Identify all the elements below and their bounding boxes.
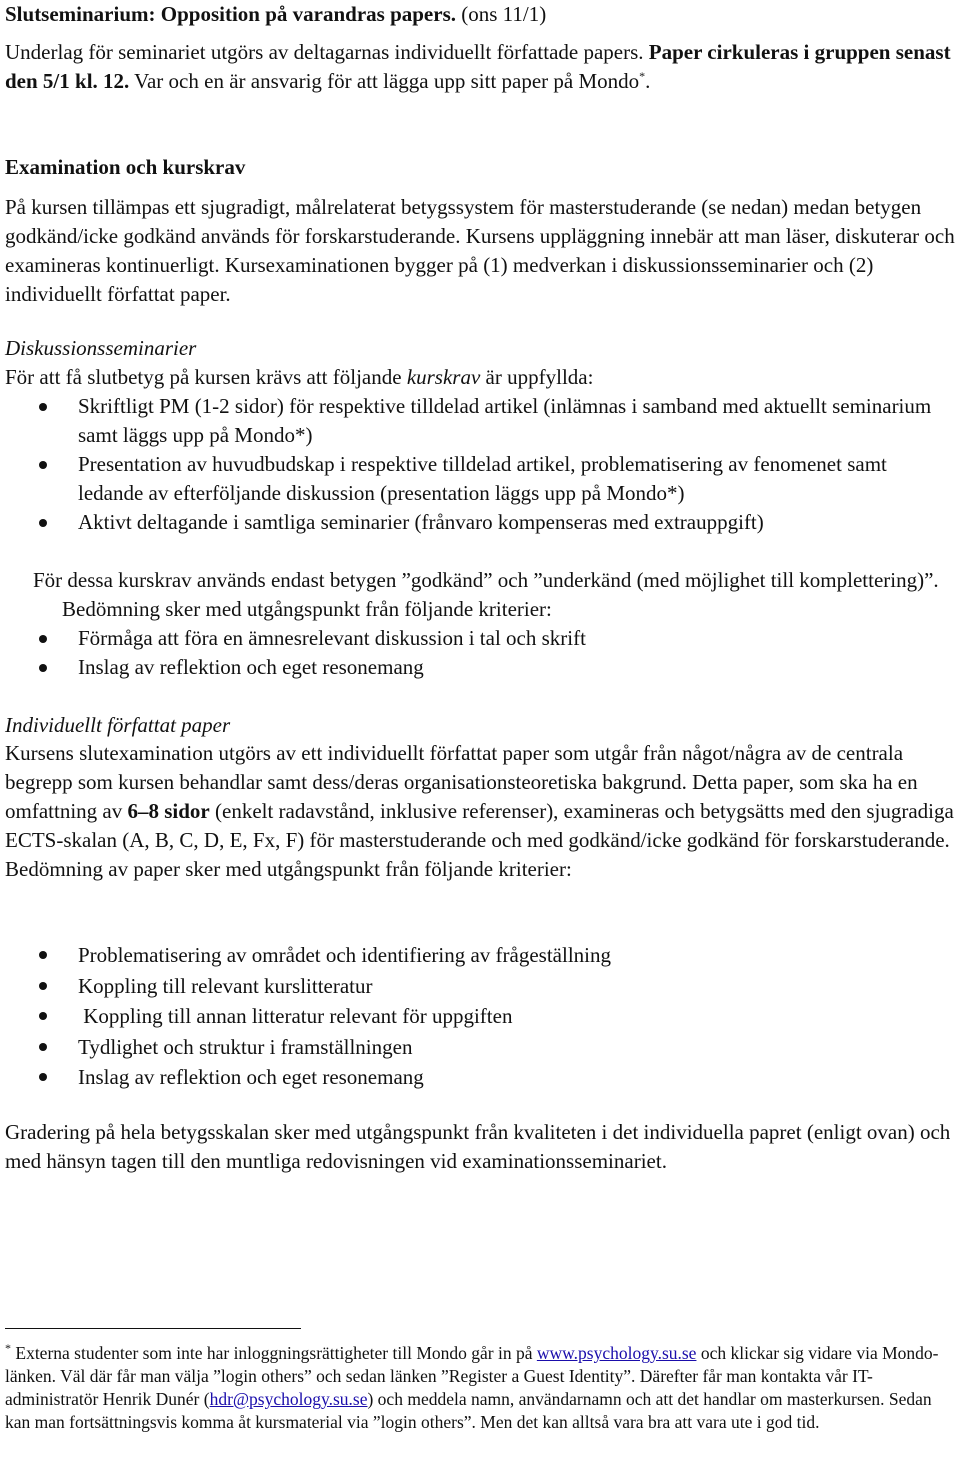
list-item (5, 450, 955, 508)
list-item-text: Koppling till relevant kurslitteratur (78, 973, 373, 998)
list-item-text: Skriftligt PM (1-2 sidor) för respektive tilldelad artikel (inlämnas i samband med aktuellt seminarium samt läggs upp på Mondo*) (78, 394, 932, 447)
list-item (5, 971, 955, 1002)
bullet-icon (39, 635, 47, 643)
requirements-list (5, 392, 955, 537)
seminar-heading (5, 0, 955, 29)
seminar-body-text-b: Var och en är ansvarig för att lägga upp sitt paper på Mondo (129, 69, 640, 93)
paper-body-text-a: Kursens slutexamination utgörs av ett individuellt författat paper som utgår från något/några av de centrala begrepp som kursen behandlar samt dess/deras organisationsteoretiska bakgrund. Detta paper, som ska ha en omfattning av (5, 741, 918, 823)
seminar-body (5, 38, 955, 96)
list-item (5, 508, 955, 537)
footnote-marker: * (5, 1341, 11, 1356)
footnote-divider (5, 1328, 301, 1329)
footnote-text-c: ) och meddela namn, användarnamn och att det handlar om masterkursen. Sedan kan man fortsättningsvis komma åt kursmaterial via ”login others”. Men det kan alltså vara bra att vara ute i god tid. (5, 1389, 932, 1432)
list-item (5, 653, 955, 682)
paper-body (5, 739, 955, 884)
seminar-heading-date: (ons 11/1) (456, 2, 547, 26)
list-item-text: Problematisering av området och identifiering av frågeställning (78, 943, 611, 967)
list-item (5, 1062, 955, 1093)
list-item (5, 940, 955, 971)
list-item-text: Koppling till annan litteratur relevant för uppgiften (78, 1004, 513, 1028)
paper-heading: Individuellt författat paper (5, 713, 231, 737)
bullet-icon (39, 982, 47, 990)
examination-body: På kursen tillämpas ett sjugradigt, målrelaterat betygssystem för masterstuderande (se nedan) medan betygen godkänd/icke godkänd används för forskarstuderande. Kursens uppläggning innebär att man läser, diskuterar och examineras kontinuerligt. Kursexaminationen bygger på (1) medverkan i diskussionsseminarier och (2) individuellt författat paper. (5, 195, 955, 306)
list-item (5, 624, 955, 653)
list-item (5, 1001, 955, 1032)
discussion-criteria-list (5, 624, 955, 682)
seminar-body-text-a: Underlag för seminariet utgörs av deltagarnas individuellt författade papers. (5, 40, 649, 64)
bullet-icon (39, 1012, 47, 1020)
discussion-intro (5, 363, 955, 392)
psychology-site-link[interactable]: www.psychology.su.se (536, 1343, 697, 1363)
list-item (5, 1032, 955, 1063)
seminar-deadline: Paper cirkuleras i gruppen senast den 5/1 kl. 12. (5, 40, 951, 93)
bullet-icon (39, 461, 47, 469)
paper-criteria-list (5, 940, 955, 1093)
seminar-body-end: . (645, 69, 651, 93)
list-item (5, 392, 955, 450)
bullet-icon (39, 403, 47, 411)
list-item-text: Presentation av huvudbudskap i respektive tilldelad artikel, problematisering av fenomenet samt ledande av efterföljande diskussion (presentation läggs upp på Mondo*) (78, 452, 887, 505)
list-item-text: Inslag av reflektion och eget resonemang (78, 655, 424, 679)
footnote-reference: * (639, 69, 646, 83)
list-item-text: Inslag av reflektion och eget resonemang (78, 1065, 424, 1089)
grading-scale-text: Gradering på hela betygsskalan sker med utgångspunkt från kvaliteten i det individuella papret (enligt ovan) och med hänsyn tagen till den muntliga redovisningen vid examinationsseminariet. (5, 1120, 951, 1173)
list-item-text: Förmåga att föra en ämnesrelevant diskussion i tal och skrift (78, 626, 586, 650)
paper-length: 6–8 sidor (127, 799, 210, 823)
seminar-heading-title: Slutseminarium: Opposition på varandras papers. (5, 2, 456, 26)
discussion-intro-text-b: är uppfyllda: (480, 365, 594, 389)
discussion-intro-text-a: För att få slutbetyg på kursen krävs att följande (5, 365, 407, 389)
discussion-heading: Diskussionsseminarier (5, 336, 197, 360)
list-item-text: Aktivt deltagande i samtliga seminarier (frånvaro kompenseras med extrauppgift) (78, 510, 764, 534)
bullet-icon (39, 951, 47, 959)
paper-body-text-b: (enkelt radavstånd, inklusive referenser), examineras och betygsätts med den sjugradiga ECTS-skalan (A, B, C, D, E, Fx, F) för masterstuderande och med godkänd/icke godkänd för forskarstuderande. Bedömning av paper sker med utgångspunkt från följande kriterier: (5, 799, 954, 881)
bullet-icon (39, 519, 47, 527)
footnote-text-b: och klickar sig vidare via Mondo-länken. Väl där får man välja ”login others” och sedan länken ”Register a Guest Identity”. Därefter får man kontakta vår IT-administratör Henrik Dunér ( (5, 1343, 939, 1409)
examination-heading: Examination och kurskrav (5, 155, 246, 179)
bullet-icon (39, 1043, 47, 1051)
bullet-icon (39, 1073, 47, 1081)
discussion-intro-kurskrav: kurskrav (406, 365, 481, 389)
footnote-text-a: Externa studenter som inte har inloggningsrättigheter till Mondo går in på (11, 1343, 537, 1363)
admin-email-link[interactable]: hdr@psychology.su.se (209, 1389, 368, 1409)
list-item-text: Tydlighet och struktur i framställningen (78, 1034, 413, 1059)
footnote (5, 1342, 955, 1434)
bullet-icon (39, 664, 47, 672)
discussion-grading-text: För dessa kurskrav används endast betygen ”godkänd” och ”underkänd (med möjlighet till komplettering)”. Bedömning sker med utgångspunkt från följande kriterier: (33, 568, 939, 621)
